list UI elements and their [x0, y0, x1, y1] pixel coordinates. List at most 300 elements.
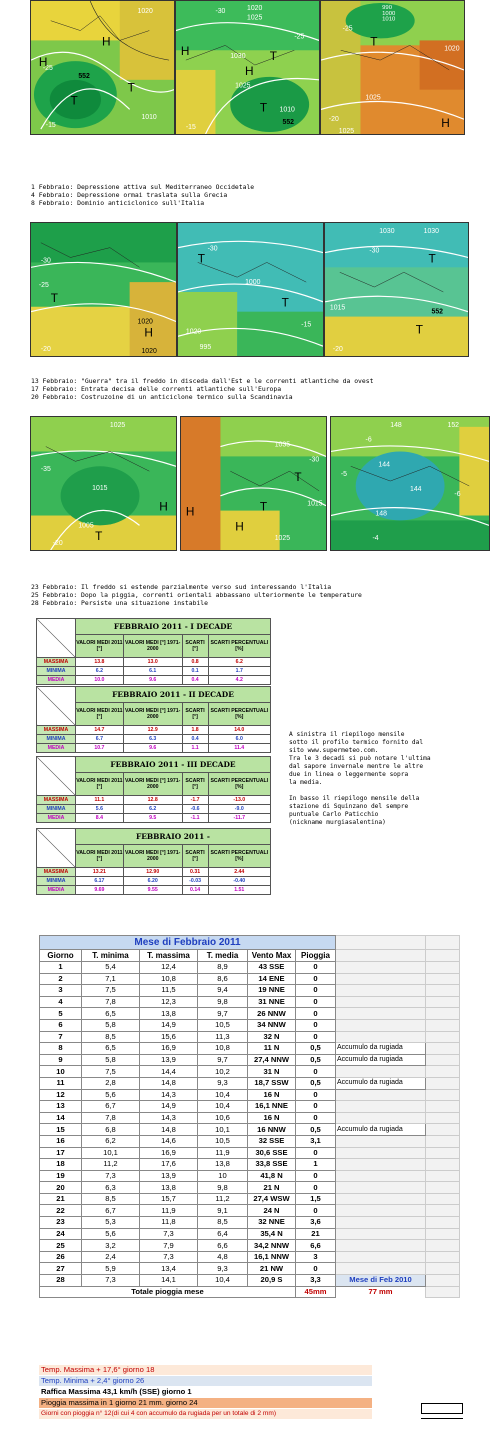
table-cell: 12,4 — [140, 962, 198, 974]
map-label: 144 — [378, 461, 390, 469]
cell: 14.7 — [76, 726, 124, 735]
map-label: T — [269, 49, 277, 64]
table-cell: 0 — [296, 1182, 336, 1194]
table-cell: 16,9 — [140, 1043, 198, 1055]
table-cell: 9,8 — [198, 1182, 248, 1194]
table-cell: 21 — [40, 1193, 82, 1205]
row-note — [336, 1089, 426, 1101]
corner-cell — [37, 687, 76, 726]
table-cell: 5,9 — [82, 1263, 140, 1275]
row-label-min: MINIMA — [37, 805, 76, 814]
table-row — [40, 1159, 460, 1171]
synoptic-map-feb-25 — [180, 416, 327, 551]
table-row — [40, 1101, 460, 1113]
row-note — [336, 1182, 426, 1194]
row-note — [336, 1101, 426, 1113]
cell: 1.8 — [182, 726, 208, 735]
cell: -9.0 — [208, 805, 270, 814]
table-row — [40, 1135, 460, 1147]
table-cell: 32 SSE — [248, 1135, 296, 1147]
table-cell: 0 — [296, 1112, 336, 1124]
table-cell: 8,5 — [82, 1031, 140, 1043]
table-row — [40, 1031, 460, 1043]
map-label: -30 — [369, 247, 380, 255]
table-cell: 14 — [40, 1112, 82, 1124]
map-label: -20 — [40, 346, 51, 354]
table-cell: 10,2 — [198, 1066, 248, 1078]
table-cell: 41,8 N — [248, 1170, 296, 1182]
table-row — [40, 1019, 460, 1031]
table-cell: 31 NNE — [248, 996, 296, 1008]
map-label: 148 — [375, 510, 387, 518]
cell: -13.0 — [208, 796, 270, 805]
summary-title: FEBBRAIO 2011 - III DECADE — [76, 757, 271, 773]
map-label: T — [428, 251, 436, 266]
table-cell: 8,9 — [198, 962, 248, 974]
table-row — [40, 1170, 460, 1182]
table-cell: 6,8 — [82, 1124, 140, 1136]
table-cell: 6,5 — [82, 1043, 140, 1055]
table-row — [40, 1263, 460, 1275]
table-cell: 0 — [296, 1205, 336, 1217]
footer-max-temp: Temp. Massima + 17,6° giorno 18 — [39, 1365, 372, 1375]
cell: 10.0 — [76, 676, 124, 685]
table-cell: 21 NW — [248, 1263, 296, 1275]
cell: 9.6 — [123, 744, 182, 753]
cell: 13.8 — [76, 658, 124, 667]
row-note — [336, 1170, 426, 1182]
total-rain-value: 45mm — [296, 1286, 336, 1298]
table-cell: 27,4 WSW — [248, 1193, 296, 1205]
table-row — [40, 962, 460, 974]
empty-cell-box — [421, 1403, 463, 1414]
row-note — [336, 1228, 426, 1240]
col-header: Pioggia — [296, 950, 336, 962]
map-label: 1030 — [423, 227, 439, 235]
table-cell: 9,7 — [198, 1054, 248, 1066]
table-cell: 16 N — [248, 1112, 296, 1124]
table-cell: 7,3 — [140, 1251, 198, 1263]
footer-min-temp: Temp. Minima + 2,4° giorno 26 — [39, 1376, 372, 1386]
caption-line: 4 Febbraio: Depressione ormai traslata sulla Grecia — [31, 191, 228, 199]
row-note — [336, 1205, 426, 1217]
summary-table-decade-2 — [36, 686, 271, 753]
divider — [421, 1418, 463, 1419]
caption-line: 13 Febbraio: "Guerra" tra il freddo in disceda dall'Est e le correnti atlantiche da ovest — [31, 377, 374, 385]
map-label: 552 — [282, 119, 295, 127]
map-label: -6 — [365, 436, 372, 444]
cell: 13.0 — [123, 658, 182, 667]
row-label-max: MASSIMA — [37, 796, 76, 805]
table-cell: 10 — [198, 1170, 248, 1182]
table-cell: 7,1 — [82, 973, 140, 985]
footer-max-gust: Raffica Massima 43,1 km/h (SSE) giorno 1 — [41, 1387, 192, 1396]
row-note: Accumulo da rugiada — [336, 1043, 426, 1055]
table-cell: 2 — [40, 973, 82, 985]
table-cell: 19 — [40, 1170, 82, 1182]
map-label: 1015 — [329, 304, 346, 312]
cell: 9.6 — [123, 676, 182, 685]
table-cell: 5 — [40, 1008, 82, 1020]
row-note — [336, 1112, 426, 1124]
table-cell: 7,8 — [82, 996, 140, 1008]
table-cell: 3,2 — [82, 1240, 140, 1252]
note-line: sito www.supermeteo.com. — [289, 747, 379, 754]
map-label: 1035 — [274, 441, 291, 449]
table-cell: 2,8 — [82, 1077, 140, 1089]
row-note — [336, 1147, 426, 1159]
table-cell: 10,8 — [140, 973, 198, 985]
footer-rain-days: Giorni con pioggia n° 12(di cui 4 con accumulo da rugiada per un totale di 2 mm) — [39, 1409, 372, 1419]
map-label: -25 — [294, 33, 305, 41]
table-cell: 7,3 — [82, 1170, 140, 1182]
map-label: 1025 — [274, 535, 291, 543]
table-cell: 16 — [40, 1135, 82, 1147]
table-cell: 3 — [296, 1251, 336, 1263]
map-label: -25 — [342, 25, 353, 33]
table-cell: 0,5 — [296, 1043, 336, 1055]
map-label: 1010 — [279, 106, 295, 114]
map-label: 1025 — [365, 94, 381, 102]
cell: 0.14 — [182, 886, 208, 895]
row-note — [336, 1008, 426, 1020]
table-cell: 33,8 SSE — [248, 1159, 296, 1171]
cell: 6.7 — [76, 735, 124, 744]
map-row-1 — [30, 0, 465, 135]
map-label: 1025 — [235, 82, 251, 90]
cell: 9.55 — [123, 886, 182, 895]
table-cell: 6,4 — [198, 1228, 248, 1240]
table-cell: 31 N — [248, 1066, 296, 1078]
table-cell: 10,5 — [198, 1019, 248, 1031]
cell: 0.4 — [182, 735, 208, 744]
map-label: 552 — [78, 72, 90, 80]
table-cell: 32 N — [248, 1031, 296, 1043]
table-cell: 0,5 — [296, 1054, 336, 1066]
cell: 0.8 — [182, 658, 208, 667]
table-cell: 9,8 — [198, 996, 248, 1008]
map-label: 148 — [390, 421, 402, 429]
cell: 8.4 — [76, 814, 124, 823]
map-label: T — [294, 470, 302, 485]
synoptic-map-feb-17 — [177, 222, 324, 357]
cell: 0.4 — [182, 676, 208, 685]
table-cell: 10,1 — [198, 1124, 248, 1136]
table-cell: 20,9 S — [248, 1275, 296, 1287]
table-cell: 0 — [296, 1066, 336, 1078]
corner-cell — [37, 619, 76, 658]
cell: 1.1 — [182, 744, 208, 753]
cell: -0.03 — [182, 877, 208, 886]
cell: -1.7 — [182, 796, 208, 805]
col-header: SCARTI PERCENTUALI [%] — [208, 845, 270, 868]
commentary-note — [289, 731, 494, 827]
map-label: T — [70, 93, 78, 108]
table-cell: 6,6 — [198, 1240, 248, 1252]
table-cell: 13,9 — [140, 1170, 198, 1182]
cell: 6.2 — [123, 805, 182, 814]
map-label: T — [50, 290, 58, 305]
table-cell: 22 — [40, 1205, 82, 1217]
map-label: T — [127, 80, 135, 95]
row-note — [336, 1240, 426, 1252]
caption-line: 23 Febbraio: Il freddo si estende parzialmente verso sud interessando l'Italia — [31, 583, 332, 591]
table-row — [40, 1112, 460, 1124]
summary-title: FEBBRAIO 2011 - — [76, 829, 271, 845]
table-cell: 9,1 — [198, 1205, 248, 1217]
row-note — [336, 1066, 426, 1078]
map-label: -15 — [301, 321, 312, 329]
row-note — [336, 973, 426, 985]
table-row — [40, 1193, 460, 1205]
table-cell: 14,8 — [140, 1124, 198, 1136]
map-label: H — [235, 519, 244, 534]
cell: 4.2 — [208, 676, 270, 685]
table-cell: 8 — [40, 1043, 82, 1055]
row-label-min: MINIMA — [37, 877, 76, 886]
table-cell: 0 — [296, 1089, 336, 1101]
caption-line: 20 Febbraio: Costruzoine di un anticiclone termico sulla Scandinavia — [31, 393, 293, 401]
row-note: Accumulo da rugiada — [336, 1054, 426, 1066]
note-line: due in linea o leggermente sopra — [289, 771, 409, 778]
synoptic-map-feb-20 — [324, 222, 469, 357]
map-label: 552 — [431, 308, 444, 316]
map-row-2 — [30, 222, 465, 357]
table-cell: 35,4 N — [248, 1228, 296, 1240]
table-row — [40, 973, 460, 985]
table-row — [40, 1147, 460, 1159]
table-cell: 6,2 — [82, 1135, 140, 1147]
row-label-med: MEDIA — [37, 744, 76, 753]
map-label: -35 — [40, 466, 51, 474]
note-line: Tra le 3 decadi si può notare l'ultima — [289, 755, 431, 762]
table-cell: 0,5 — [296, 1077, 336, 1089]
table-cell: 5,8 — [82, 1054, 140, 1066]
col-header: VALORI MEDI 2011 [°] — [76, 845, 124, 868]
table-cell: 8,6 — [198, 973, 248, 985]
table-cell: 12 — [40, 1089, 82, 1101]
table-cell: 0 — [296, 1263, 336, 1275]
map-label: -25 — [42, 64, 53, 72]
map-label: T — [281, 295, 289, 310]
table-cell: 10,5 — [198, 1135, 248, 1147]
col-header: T. massima — [140, 950, 198, 962]
cell: 6.0 — [208, 735, 270, 744]
table-cell: 0 — [296, 973, 336, 985]
row-note — [336, 1251, 426, 1263]
synoptic-map-feb-23 — [30, 416, 177, 551]
cell: 14.0 — [208, 726, 270, 735]
col-header: VALORI MEDI [°] 1971-2000 — [123, 635, 182, 658]
table-cell: 3,3 — [296, 1275, 336, 1287]
map-label: 1020 — [247, 4, 263, 12]
map-label: T — [259, 100, 268, 115]
cell: 11.4 — [208, 744, 270, 753]
map-label: 1015 — [307, 500, 323, 508]
table-cell: 26 NNW — [248, 1008, 296, 1020]
cell: 12.8 — [123, 796, 182, 805]
summary-title: FEBBRAIO 2011 - I DECADE — [76, 619, 271, 635]
row-note: Accumulo da rugiada — [336, 1077, 426, 1089]
note-line: sotto il profilo termico fornito dal — [289, 739, 424, 746]
cell: -11.7 — [208, 814, 270, 823]
table-cell: 23 — [40, 1217, 82, 1229]
table-cell: 11,5 — [140, 985, 198, 997]
table-cell: 24 N — [248, 1205, 296, 1217]
synoptic-map-feb-4 — [175, 0, 320, 135]
table-cell: 27,4 NNW — [248, 1054, 296, 1066]
table-cell: 11,2 — [82, 1159, 140, 1171]
table-cell: 14,9 — [140, 1101, 198, 1113]
caption-group-1 — [31, 183, 500, 207]
table-cell: 7,3 — [140, 1228, 198, 1240]
table-cell: 8,5 — [82, 1193, 140, 1205]
col-header: VALORI MEDI 2011 [°] — [76, 703, 124, 726]
col-header: SCARTI [°] — [182, 703, 208, 726]
cell: 1.51 — [208, 886, 270, 895]
table-cell: 7,9 — [140, 1240, 198, 1252]
map-label: 1015 — [92, 484, 108, 492]
table-cell: 14,3 — [140, 1089, 198, 1101]
table-cell: 5,6 — [82, 1228, 140, 1240]
table-cell: 13,4 — [140, 1263, 198, 1275]
map-label: -30 — [207, 245, 218, 253]
row-label-med: MEDIA — [37, 886, 76, 895]
row-note — [336, 1031, 426, 1043]
map-label: H — [185, 504, 195, 519]
map-label: 1020 — [137, 7, 153, 15]
table-cell: 7,5 — [82, 1066, 140, 1078]
map-label: T — [259, 499, 268, 514]
cell: 0.31 — [182, 868, 208, 877]
table-row — [40, 1077, 460, 1089]
map-label: 144 — [410, 485, 422, 493]
cell: 12.90 — [123, 868, 182, 877]
table-cell: 14,6 — [140, 1135, 198, 1147]
caption-line: 28 Febbraio: Persiste una situazione instabile — [31, 599, 208, 607]
cell: 6.20 — [123, 877, 182, 886]
table-cell: 16,1 NNE — [248, 1101, 296, 1113]
table-cell: 7 — [40, 1031, 82, 1043]
table-cell: 1 — [40, 962, 82, 974]
monthly-title: Mese di Febbraio 2011 — [40, 936, 336, 950]
map-label: 1025 — [338, 128, 355, 134]
table-cell: 16 N — [248, 1089, 296, 1101]
table-cell: 13,8 — [140, 1182, 198, 1194]
table-cell: 15 — [40, 1124, 82, 1136]
row-note — [336, 1019, 426, 1031]
table-cell: 6,6 — [296, 1240, 336, 1252]
map-label: T — [197, 251, 205, 266]
col-header: VALORI MEDI [°] 1971-2000 — [123, 703, 182, 726]
table-cell: 34 NNW — [248, 1019, 296, 1031]
table-cell: 0 — [296, 1031, 336, 1043]
map-label: -30 — [40, 257, 51, 265]
table-cell: 15,7 — [140, 1193, 198, 1205]
map-label: -15 — [185, 124, 196, 132]
col-header: VALORI MEDI 2011 [°] — [76, 635, 124, 658]
footer-max-daily-rain: Pioggia massima in 1 giorno 21 mm. giorno 24 — [39, 1398, 372, 1408]
map-label: 1000 — [382, 10, 396, 17]
col-header: SCARTI [°] — [182, 845, 208, 868]
table-row — [40, 1251, 460, 1263]
table-cell: 11,9 — [140, 1205, 198, 1217]
table-cell: 4,8 — [198, 1251, 248, 1263]
table-cell: 3,6 — [296, 1217, 336, 1229]
map-label: H — [441, 116, 450, 131]
table-cell: 13,9 — [140, 1054, 198, 1066]
note-line: stazione di Squinzano del sempre — [289, 803, 409, 810]
map-label: 1010 — [382, 16, 396, 23]
row-label-min: MINIMA — [37, 667, 76, 676]
map-label: -15 — [45, 122, 56, 130]
map-label: 1025 — [109, 421, 126, 429]
row-label-max: MASSIMA — [37, 726, 76, 735]
map-label: H — [144, 325, 153, 340]
map-label: -20 — [328, 116, 339, 124]
table-row — [40, 1240, 460, 1252]
table-cell: 0 — [296, 996, 336, 1008]
table-cell: 8,5 — [198, 1217, 248, 1229]
map-label: -25 — [38, 282, 49, 290]
table-cell: 14 ENE — [248, 973, 296, 985]
table-cell: 0 — [296, 985, 336, 997]
col-header: SCARTI [°] — [182, 773, 208, 796]
cell: 1.7 — [208, 667, 270, 676]
note-line: puntuale Carlo Paticchio — [289, 811, 379, 818]
row-note — [336, 1193, 426, 1205]
table-cell: 20 — [40, 1182, 82, 1194]
cell: 12.9 — [123, 726, 182, 735]
map-label: H — [38, 55, 48, 70]
cell: 5.6 — [76, 805, 124, 814]
table-cell: 1 — [296, 1159, 336, 1171]
table-row — [40, 996, 460, 1008]
summary-title: FEBBRAIO 2011 - II DECADE — [76, 687, 271, 703]
row-note — [336, 1159, 426, 1171]
map-label: -20 — [52, 540, 63, 548]
table-cell: 26 — [40, 1251, 82, 1263]
table-cell: 14,1 — [140, 1275, 198, 1287]
caption-line: 17 Febbraio: Entrata decisa delle correnti atlantiche sull'Europa — [31, 385, 282, 393]
table-cell: 5,4 — [82, 962, 140, 974]
table-row — [40, 1217, 460, 1229]
table-cell: 14,8 — [140, 1077, 198, 1089]
monthly-station-table — [39, 935, 460, 1298]
caption-line: 25 Febbraio: Dopo la piggia, correnti orientali abbassano ulteriormente le temperature — [31, 591, 362, 599]
col-header: VALORI MEDI [°] 1971-2000 — [123, 773, 182, 796]
col-header: Giorno — [40, 950, 82, 962]
note-line: (nickname murgiasalentina) — [289, 819, 386, 826]
table-cell: 6,7 — [82, 1205, 140, 1217]
corner-cell — [37, 829, 76, 868]
table-cell: 25 — [40, 1240, 82, 1252]
row-note — [336, 962, 426, 974]
table-row — [40, 1275, 460, 1287]
cell: -0.40 — [208, 877, 270, 886]
table-cell: 0 — [296, 1147, 336, 1159]
map-label: 1020 — [141, 348, 157, 356]
note-line: In basso il riepilogo mensile della — [289, 795, 420, 802]
monthly-rows — [40, 962, 460, 1287]
table-cell: 6,3 — [82, 1182, 140, 1194]
table-cell: 32 NNE — [248, 1217, 296, 1229]
row-note — [336, 1263, 426, 1275]
table-cell: 18 — [40, 1159, 82, 1171]
table-cell: 10,4 — [198, 1275, 248, 1287]
cell: 6.2 — [208, 658, 270, 667]
table-cell: 9,3 — [198, 1077, 248, 1089]
